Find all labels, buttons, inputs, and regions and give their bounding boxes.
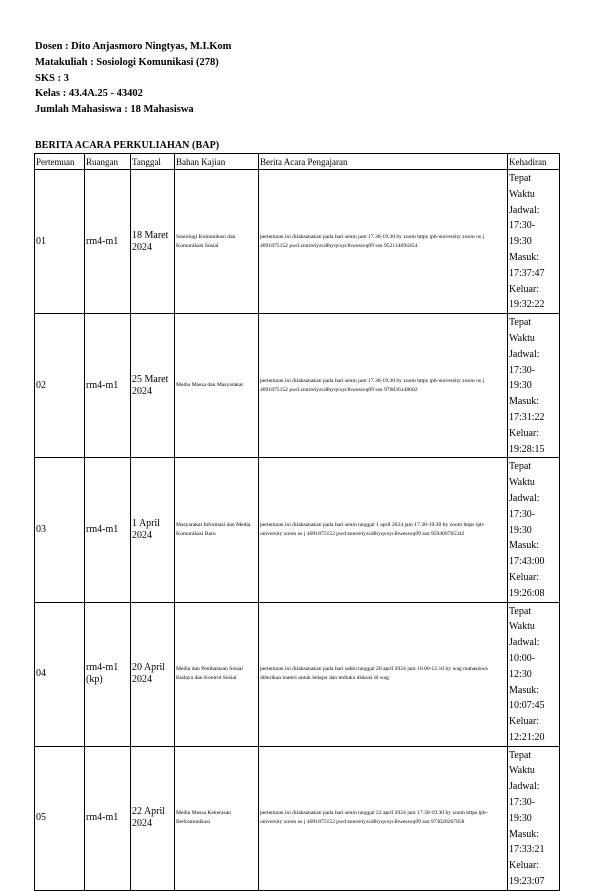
bahan-kajian-cell: Media Massa Kekerasan Berkomunikasi	[175, 746, 259, 890]
tanggal-cell: 1 April 2024	[131, 458, 175, 602]
kehadiran-line: Masuk:	[509, 684, 539, 696]
kehadiran-line: Jadwal:	[509, 637, 540, 649]
ruangan-cell: rm4-m1 (kp)	[85, 602, 131, 746]
class-line: Kelas : 43.4A.25 - 43402	[35, 88, 143, 100]
col-header-pertemuan: Pertemuan	[35, 154, 85, 170]
table-row	[35, 458, 560, 602]
credits-line: SKS : 3	[35, 72, 69, 84]
ruangan-cell: rm4-m1	[85, 746, 131, 890]
berita-acara-cell: pertemuan ini dilaksanakan pada hari senin jam 17.30-19.30 by zoom https ipb-university zoom us j 4091875152 pwd znnrreiyzcdlbyqvoyclbwessxq09 ssn 970036148602	[259, 314, 508, 458]
table-row	[35, 170, 560, 314]
bahan-kajian-cell: Media dan Pembatasan Sosial Budaya dan Kontrol Sosial	[175, 602, 259, 746]
kehadiran-line: Jadwal:	[509, 204, 540, 216]
tanggal-cell: 25 Maret 2024	[131, 314, 175, 458]
kehadiran-cell	[508, 746, 560, 890]
kehadiran-line: 19:23:07	[509, 876, 545, 888]
kehadiran-line: Jadwal:	[509, 781, 540, 793]
kehadiran-cell	[508, 602, 560, 746]
kehadiran-line: Tepat	[509, 605, 532, 617]
berita-acara-cell: pertemuan ini dilaksanakan pada hari senin tanggal 1 april 2024 jam 17.30-19.30 by zoom https ipb-university zoom us j 4091875152 pwd znnrreiyzcdlbyqvoyclbwessxq09 ssn 959409765342	[259, 458, 508, 602]
kehadiran-line: Jadwal:	[509, 492, 540, 504]
table-header-row	[35, 154, 560, 170]
kehadiran-line: 17:30-	[509, 220, 536, 232]
kehadiran-line: 19:30	[509, 812, 532, 824]
pertemuan-cell: 05	[35, 746, 85, 890]
kehadiran-line: Keluar:	[509, 716, 539, 728]
kehadiran-line: Keluar:	[509, 283, 539, 295]
kehadiran-line: 19:26:08	[509, 587, 545, 599]
kehadiran-line: Waktu	[509, 765, 535, 777]
kehadiran-line: 12:30	[509, 668, 532, 680]
col-header-tanggal: Tanggal	[131, 154, 175, 170]
kehadiran-line: 17:30-	[509, 364, 536, 376]
pertemuan-cell: 03	[35, 458, 85, 602]
bap-title: BERITA ACARA PERKULIAHAN (BAP)	[35, 140, 220, 151]
kehadiran-line: 10:07:45	[509, 700, 545, 712]
kehadiran-line: Keluar:	[509, 427, 539, 439]
student-count-line: Jumlah Mahasiswa : 18 Mahasiswa	[35, 104, 194, 116]
kehadiran-cell	[508, 458, 560, 602]
pertemuan-cell: 04	[35, 602, 85, 746]
kehadiran-line: Waktu	[509, 188, 535, 200]
kehadiran-line: 19:32:22	[509, 299, 545, 311]
kehadiran-line: 17:37:47	[509, 267, 545, 279]
ruangan-cell: rm4-m1	[85, 170, 131, 314]
kehadiran-line: 19:28:15	[509, 443, 545, 455]
kehadiran-line: Masuk:	[509, 251, 539, 263]
pertemuan-cell: 01	[35, 170, 85, 314]
kehadiran-line: Tepat	[509, 461, 532, 473]
kehadiran-line: Jadwal:	[509, 348, 540, 360]
col-header-berita-acara: Berita Acara Pengajaran	[259, 154, 508, 170]
kehadiran-line: 17:30-	[509, 797, 536, 809]
berita-acara-cell: pertemuan ini dilaksanakan pada hari senin tanggal 22 april 2024 jam 17.30-19.30 by zoom https ipb-university zoom us j 4091875152 pwd znnrreiyzcdlbyqvoyclbwessxq09 ssn 973020207058	[259, 746, 508, 890]
ruangan-cell: rm4-m1	[85, 458, 131, 602]
kehadiran-line: Masuk:	[509, 828, 539, 840]
tanggal-cell: 20 April 2024	[131, 602, 175, 746]
kehadiran-line: Masuk:	[509, 396, 539, 408]
kehadiran-line: Tepat	[509, 173, 532, 184]
kehadiran-line: 19:30	[509, 236, 532, 248]
course-line: Matakuliah : Sosiologi Komunikasi (278)	[35, 56, 219, 68]
berita-acara-cell: pertemuan ini dilaksanakan pada hari senin jam 17.30-19.30 by zoom https ipb-university zoom us j 4091875152 pwd znnrreiyzcdlbyqvoyclbwessxq09 ssn 952114694454	[259, 170, 508, 314]
kehadiran-line: Tepat	[509, 317, 532, 329]
kehadiran-line: 17:31:22	[509, 411, 545, 423]
bahan-kajian-cell: Media Massa dan Masyarakat	[175, 314, 259, 458]
kehadiran-line: Waktu	[509, 332, 535, 344]
bahan-kajian-cell: Sosiologi Komunikasi dan Komunikasi Sosial	[175, 170, 259, 314]
col-header-kehadiran: Kehadiran	[508, 154, 560, 170]
tanggal-cell: 22 April 2024	[131, 746, 175, 890]
kehadiran-line: Keluar:	[509, 571, 539, 583]
course-info	[35, 39, 231, 118]
col-header-ruangan: Ruangan	[85, 154, 131, 170]
kehadiran-line: Waktu	[509, 621, 535, 633]
kehadiran-line: 17:33:21	[509, 844, 545, 856]
bap-table	[34, 153, 560, 891]
kehadiran-line: 10:00-	[509, 652, 536, 664]
table-row	[35, 746, 560, 890]
kehadiran-line: 12:21:20	[509, 731, 545, 743]
kehadiran-line: Keluar:	[509, 860, 539, 872]
kehadiran-line: 19:30	[509, 524, 532, 536]
kehadiran-line: Masuk:	[509, 540, 539, 552]
ruangan-cell: rm4-m1	[85, 314, 131, 458]
pertemuan-cell: 02	[35, 314, 85, 458]
kehadiran-line: 19:30	[509, 380, 532, 392]
kehadiran-cell	[508, 170, 560, 314]
kehadiran-cell	[508, 314, 560, 458]
col-header-bahan-kajian: Bahan Kajian	[175, 154, 259, 170]
kehadiran-line: 17:43:00	[509, 556, 545, 568]
kehadiran-line: Tepat	[509, 749, 532, 761]
lecturer-line: Dosen : Dito Anjasmoro Ningtyas, M.I.Kom	[35, 41, 232, 52]
table-row	[35, 314, 560, 458]
tanggal-cell: 18 Maret 2024	[131, 170, 175, 314]
kehadiran-line: 17:30-	[509, 508, 536, 520]
bahan-kajian-cell: Masyarakat Informasi dan Media Komunikasi Baru	[175, 458, 259, 602]
berita-acara-cell: pertemuan ini dilaksanakan pada hari sabtu tanggal 20 april 2024 jam 10.00-12.10 by wag mahasiswa diberikan materi untuk belajar dan terbuka diskusi di wag	[259, 602, 508, 746]
table-row	[35, 602, 560, 746]
kehadiran-line: Waktu	[509, 477, 535, 489]
